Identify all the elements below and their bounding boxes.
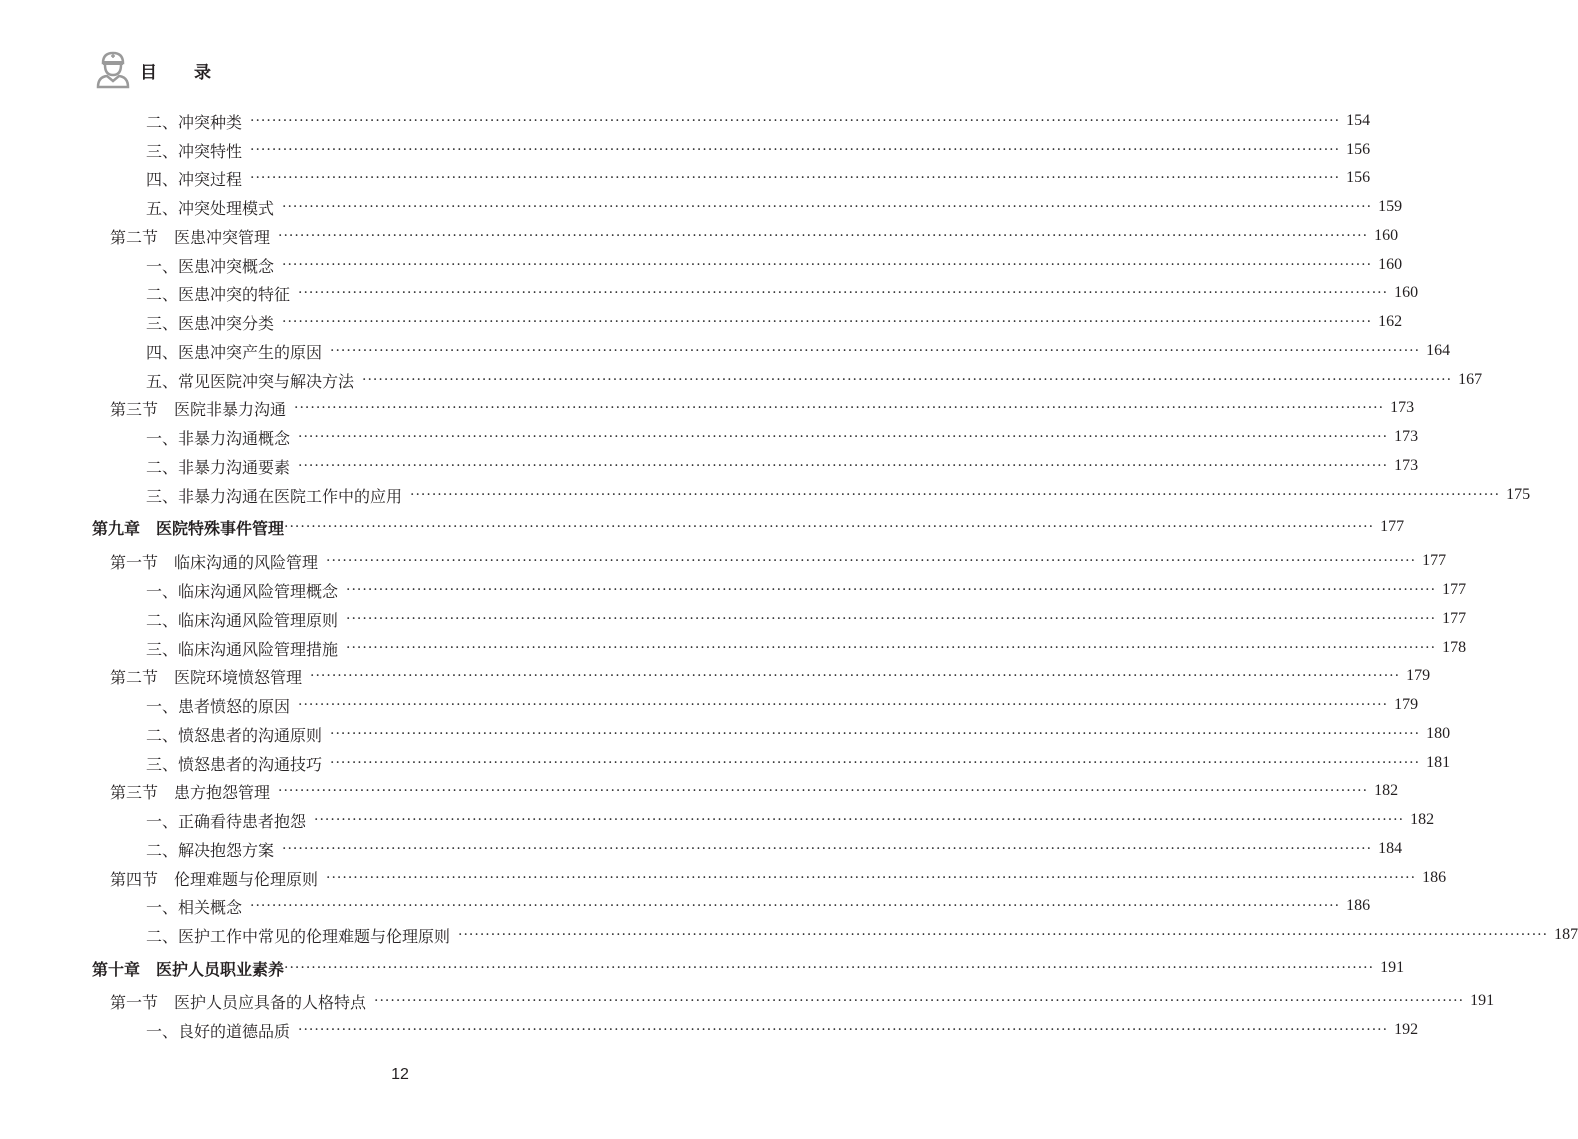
toc-entry-label: 二、临床沟通风险管理原则: [146, 610, 339, 630]
toc-entry-page: 154: [1346, 112, 1371, 129]
toc-entry-page: 160: [1374, 227, 1399, 244]
toc-entry[interactable]: [92, 513, 1405, 541]
page-number: 12: [391, 1066, 409, 1083]
toc-entry-page: 177: [1442, 581, 1467, 598]
toc-entry-label: 第九章 医院特殊事件管理: [92, 518, 285, 538]
toc-entry-page: 186: [1422, 869, 1447, 886]
toc-entry[interactable]: [146, 251, 1403, 279]
toc-leader-dots: ········································································································································································································: [278, 783, 1369, 799]
toc-entry-page: 159: [1378, 198, 1403, 215]
toc-entry-page: 167: [1458, 371, 1483, 388]
toc-entry-label: 二、医患冲突的特征: [146, 284, 291, 304]
toc-entry-label: 四、医患冲突产生的原因: [146, 342, 323, 362]
toc-entry[interactable]: [146, 720, 1451, 748]
toc-entry-label: 三、非暴力沟通在医院工作中的应用: [146, 486, 403, 506]
toc-entry-page: 177: [1422, 552, 1447, 569]
toc-entry-label: 三、愤怒患者的沟通技巧: [146, 754, 323, 774]
toc-entry-page: 173: [1390, 399, 1415, 416]
toc-leader-dots: ········································································································································································································: [458, 927, 1549, 943]
toc-entry[interactable]: [146, 337, 1451, 365]
toc-entry-label: 二、愤怒患者的沟通原则: [146, 725, 323, 745]
toc-entry[interactable]: [146, 576, 1467, 604]
toc-entry[interactable]: [146, 835, 1403, 863]
toc-entry[interactable]: [110, 777, 1399, 805]
toc-entry-page: 156: [1346, 141, 1371, 158]
toc-entry[interactable]: [110, 222, 1399, 250]
toc-entry-label: 第一节 临床沟通的风险管理: [110, 552, 319, 572]
toc-entry-page: 191: [1470, 992, 1495, 1009]
toc-leader-dots: ········································································································································································································: [298, 458, 1389, 474]
toc-leader-dots: ········································································································································································································: [294, 400, 1385, 416]
toc-entry[interactable]: [146, 308, 1403, 336]
toc-leader-dots: ········································································································································································································: [282, 257, 1373, 273]
toc-entry-label: 五、常见医院冲突与解决方法: [146, 371, 355, 391]
toc-entry-label: 第十章 医护人员职业素养: [92, 959, 285, 979]
toc-entry[interactable]: [146, 921, 1578, 949]
toc-entry-label: 第四节 伦理难题与伦理原则: [110, 869, 319, 889]
toc-entry-page: 175: [1506, 486, 1531, 503]
toc-entry-page: 182: [1374, 782, 1399, 799]
toc-leader-dots: ········································································································································································································: [282, 314, 1373, 330]
toc-leader-dots: ········································································································································································································: [250, 142, 1341, 158]
toc-entry-page: 162: [1378, 313, 1403, 330]
toc-entry-page: 156: [1346, 169, 1371, 186]
toc-entry-label: 五、冲突处理模式: [146, 198, 275, 218]
toc-entry[interactable]: [146, 806, 1435, 834]
toc-entry[interactable]: [110, 662, 1431, 690]
toc-entry[interactable]: [146, 452, 1419, 480]
toc-entry-label: 四、冲突过程: [146, 169, 243, 189]
toc-entry-page: 179: [1394, 696, 1419, 713]
toc-entry-label: 第二节 医院环境愤怒管理: [110, 667, 303, 687]
toc-entry[interactable]: [146, 634, 1467, 662]
toc-entry[interactable]: [110, 547, 1447, 575]
toc-leader-dots: ········································································································································································································: [346, 582, 1437, 598]
toc-entry[interactable]: [146, 193, 1403, 221]
toc-leader-dots: ········································································································································································································: [250, 898, 1341, 914]
toc-leader-dots: ········································································································································································································: [374, 993, 1465, 1009]
nurse-avatar-icon: [96, 50, 130, 88]
toc-entry-label: 三、临床沟通风险管理措施: [146, 639, 339, 659]
toc-leader-dots: ········································································································································································································: [346, 611, 1437, 627]
toc-entry[interactable]: [146, 279, 1419, 307]
page-title: 目 录: [140, 63, 212, 83]
toc-entry-label: 一、医患冲突概念: [146, 256, 275, 276]
toc-entry-label: 三、医患冲突分类: [146, 313, 275, 333]
toc-leader-dots: ········································································································································································································: [326, 870, 1417, 886]
toc-entry-page: 181: [1426, 754, 1451, 771]
toc-leader-dots: ········································································································································································································: [282, 199, 1373, 215]
toc-entry-label: 一、临床沟通风险管理概念: [146, 581, 339, 601]
toc-entry-page: 173: [1394, 457, 1419, 474]
toc-entry[interactable]: [146, 892, 1371, 920]
toc-entry[interactable]: [110, 987, 1495, 1015]
toc-entry[interactable]: [92, 954, 1405, 982]
toc-entry[interactable]: [146, 749, 1451, 777]
toc-entry-page: 173: [1394, 428, 1419, 445]
toc-entry-page: 164: [1426, 342, 1451, 359]
toc-leader-dots: ········································································································································································································: [298, 697, 1389, 713]
toc-leader-dots: ········································································································································································································: [284, 519, 1375, 535]
toc-entry[interactable]: [110, 394, 1415, 422]
toc-entry-page: 184: [1378, 840, 1403, 857]
toc-entry-label: 一、相关概念: [146, 897, 243, 917]
toc-entry-page: 160: [1394, 284, 1419, 301]
toc-leader-dots: ········································································································································································································: [298, 285, 1389, 301]
toc-entry[interactable]: [146, 691, 1419, 719]
toc-leader-dots: ········································································································································································································: [282, 841, 1373, 857]
toc-entry-page: 182: [1410, 811, 1435, 828]
toc-leader-dots: ········································································································································································································: [410, 487, 1501, 503]
toc-entry-page: 191: [1380, 959, 1405, 976]
toc-leader-dots: ········································································································································································································: [310, 668, 1401, 684]
toc-entry[interactable]: [146, 164, 1371, 192]
toc-entry[interactable]: [146, 366, 1483, 394]
toc-entry-page: 177: [1442, 610, 1467, 627]
toc-leader-dots: ········································································································································································································: [330, 343, 1421, 359]
toc-leader-dots: ········································································································································································································: [346, 640, 1437, 656]
toc-entry-label: 二、解决抱怨方案: [146, 840, 275, 860]
toc-leader-dots: ········································································································································································································: [298, 1022, 1389, 1038]
toc-entry-label: 三、冲突特性: [146, 141, 243, 161]
toc-entry-page: 177: [1380, 518, 1405, 535]
toc-entry-label: 一、良好的道德品质: [146, 1021, 291, 1041]
toc-entry[interactable]: [146, 605, 1467, 633]
toc-entry-label: 二、非暴力沟通要素: [146, 457, 291, 477]
toc-leader-dots: ········································································································································································································: [284, 960, 1375, 976]
toc-entry-label: 二、医护工作中常见的伦理难题与伦理原则: [146, 926, 451, 946]
toc-entry-label: 第三节 患方抱怨管理: [110, 782, 271, 802]
toc-entry-page: 186: [1346, 897, 1371, 914]
toc-entry[interactable]: [146, 136, 1371, 164]
page-header: [96, 50, 396, 90]
toc-entry[interactable]: [146, 1016, 1419, 1044]
toc-leader-dots: ········································································································································································································: [298, 429, 1389, 445]
toc-leader-dots: ········································································································································································································: [326, 553, 1417, 569]
toc-entry-label: 一、非暴力沟通概念: [146, 428, 291, 448]
toc-leader-dots: ········································································································································································································: [250, 170, 1341, 186]
toc-entry[interactable]: [146, 481, 1531, 509]
toc-entry-label: 第一节 医护人员应具备的人格特点: [110, 992, 367, 1012]
toc-entry-page: 178: [1442, 639, 1467, 656]
toc-entry-page: 160: [1378, 256, 1403, 273]
toc-entry-page: 187: [1554, 926, 1578, 943]
toc-entry[interactable]: [146, 423, 1419, 451]
toc-leader-dots: ········································································································································································································: [330, 755, 1421, 771]
toc-entry-label: 二、冲突种类: [146, 112, 243, 132]
toc-leader-dots: ········································································································································································································: [314, 812, 1405, 828]
toc-leader-dots: ········································································································································································································: [330, 726, 1421, 742]
toc-leader-dots: ········································································································································································································: [250, 113, 1341, 129]
toc-entry-label: 第二节 医患冲突管理: [110, 227, 271, 247]
toc-entry[interactable]: [110, 864, 1447, 892]
toc-leader-dots: ········································································································································································································: [362, 372, 1453, 388]
toc-entry[interactable]: [146, 107, 1371, 135]
toc-entry-page: 192: [1394, 1021, 1419, 1038]
toc-entry-page: 180: [1426, 725, 1451, 742]
toc-entry-label: 第三节 医院非暴力沟通: [110, 399, 287, 419]
toc-leader-dots: ········································································································································································································: [278, 228, 1369, 244]
toc-entry-label: 一、患者愤怒的原因: [146, 696, 291, 716]
toc-entry-page: 179: [1406, 667, 1431, 684]
toc-entry-label: 一、正确看待患者抱怨: [146, 811, 307, 831]
